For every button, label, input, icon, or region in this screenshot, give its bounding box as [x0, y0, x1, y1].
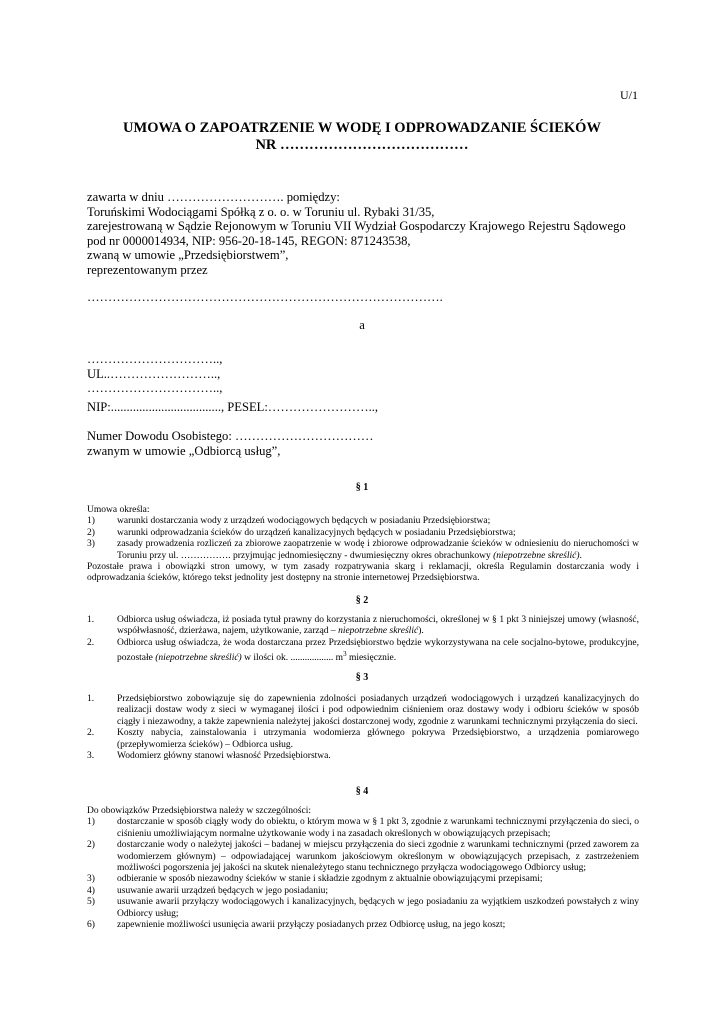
list-num: 6): [87, 920, 95, 931]
list-text: dostarczanie wody o należytej jakości – badanej w miejscu przyłączenia do sieci zgodnie z warunkami technicznymi (przed zaworem za wodomierzem głównym) – odpowiadającej warunkom jakościowym określonym w obowiązujących przepisach, z zastrzeżeniem możliwości pogorszenia jej jakości na skutek nienależytego stanu technicznego przyłącza wodociągowego Odbiorcy usług;: [117, 840, 639, 874]
list-num: 1.: [87, 694, 95, 704]
contract-number: NR …………………………………: [255, 137, 469, 153]
nip-pesel-line: NIP:..................................., PESEL:……………………..,: [87, 400, 379, 414]
list-item: [87, 539, 639, 562]
list-num: 1.: [87, 615, 95, 625]
list-item: [87, 728, 639, 751]
section-4-list: [87, 817, 639, 931]
italic-note: (niepotrzebne skreślić): [493, 550, 580, 561]
list-item: [87, 615, 639, 638]
list-item: [87, 897, 639, 920]
list-num: 3.: [87, 751, 95, 762]
list-item: [87, 874, 639, 885]
page-ref: U/1: [620, 88, 638, 102]
list-tail: w ilości ok. .................. m: [244, 653, 344, 664]
list-num: 2.: [87, 728, 95, 739]
list-num: 3): [87, 539, 95, 550]
id-line: zwanym w umowie „Odbiorcą usług”,: [87, 443, 281, 458]
intro-line: zarejestrowaną w Sądzie Rejonowym w Toruniu VII Wydział Gospodarczy Krajowego Rejestru Sądowego: [87, 219, 626, 234]
party-block: [87, 352, 222, 396]
list-text: usuwanie awarii urządzeń będących w jego posiadaniu;: [117, 885, 329, 896]
party-line: …………………………..,: [87, 352, 223, 366]
list-text: Wodomierz główny stanowi własność Przedsiębiorstwa.: [117, 751, 331, 762]
section-4-lead: Do obowiązków Przedsiębiorstwa należy w szczególności:: [87, 806, 311, 816]
list-tail: .: [579, 550, 582, 561]
list-text: odbieranie w sposób niezawodny ścieków w stanie i składzie zgodnym z aktualnie obowiązującymi przepisami;: [117, 874, 543, 885]
list-text: Odbiorca usług oświadcza, że woda dostarczana przez Przedsiębiorstwo będzie wykorzystywana na cele socjalno-bytowe, produkcyjne, pozostałe: [117, 637, 639, 664]
section-2: [87, 615, 639, 665]
intro-block: [87, 190, 657, 278]
list-item: [87, 817, 639, 840]
list-item: [87, 694, 639, 728]
list-num: 3): [87, 874, 95, 885]
section-2-list: [87, 615, 639, 665]
italic-note: (niepotrzebne skreślić): [155, 653, 242, 664]
intro-line: Toruńskimi Wodociągami Spółką z o. o. w Toruniu ul. Rybaki 31/35,: [87, 204, 435, 219]
section-3-heading: § 3: [355, 672, 369, 683]
list-num: 2): [87, 527, 95, 538]
intro-line: pod nr 0000014934, NIP: 956-20-18-145, REGON: 871243538,: [87, 233, 411, 248]
list-item: [87, 920, 639, 931]
italic-note: niepotrzebne skreślić: [338, 626, 419, 637]
list-text: warunki odprowadzania ścieków do urządzeń kanalizacyjnych będących w posiadaniu Przedsiębiorstwa;: [117, 527, 516, 538]
section-4: [87, 806, 639, 931]
list-num: 1): [87, 817, 95, 828]
list-text: warunki dostarczania wody z urządzeń wodociągowych będących w posiadaniu Przedsiębiorstwa;: [117, 516, 491, 527]
list-num: 2): [87, 840, 95, 851]
section-4-heading: § 4: [355, 786, 369, 797]
section-1-closing: Pozostałe prawa i obowiązki stron umowy, w tym zasady rozpatrywania skarg i reklamacji, określa Regulamin dostarczania wody i odprowadzania ścieków, którego tekst jednolity jest dostępny na stronie internetowej Przedsiębiorstwa.: [87, 562, 639, 584]
list-num: 4): [87, 885, 95, 896]
section-2-heading: § 2: [355, 595, 369, 606]
list-tail-2: miesięcznie.: [348, 653, 397, 664]
list-text: Odbiorca usług oświadcza, iż posiada tytuł prawny do korzystania z nieruchomości, określonej w § 1 pkt 3 niniejszej umowy (własność, współwłasność, dzierżawa, najem, użytkowanie, zarząd –: [117, 615, 639, 637]
intro-line: zawarta w dniu ………………………. pomiędzy:: [87, 190, 340, 204]
page-title: UMOWA O ZAPOATRZENIE W WODĘ I ODPROWADZANIE ŚCIEKÓW: [123, 120, 601, 136]
list-item: [87, 751, 639, 762]
list-item: [87, 516, 639, 527]
list-num: 1): [87, 516, 95, 527]
representative-line: ………………………………………………………………………….: [87, 290, 443, 304]
party-line: UL..……………………..,: [87, 366, 221, 381]
section-1: [87, 505, 639, 585]
list-item: [87, 528, 639, 539]
list-text: Przedsiębiorstwo zobowiązuje się do zapewnienia zdolności posiadanych urządzeń wodociągowych i urządzeń kanalizacyjnych do realizacji dostaw wody z sieci w wymaganej ilości i pod odpowiednim ciśnieniem oraz dostawy wody i odbioru ścieków w sposób ciągły i niezawodny, a także zapewnienia należytej jakości dostarczonej wody, zgodnie z warunkami technicznymi przyłączenia do sieci.: [117, 694, 639, 727]
list-item: [87, 886, 639, 897]
list-num: 5): [87, 897, 95, 908]
list-text: dostarczanie w sposób ciągły wody do obiektu, o którym mowa w § 1 pkt 3, zgodnie z warunkami technicznymi przyłączenia do sieci, o ciśnieniu umożliwiającym normalne użytkowanie wody i na zasadach określonych w obowiązujących przepisach;: [117, 817, 639, 839]
id-line: Numer Dowodu Osobistego: ……………………………: [87, 429, 374, 443]
intro-line: reprezentowanym przez: [87, 262, 208, 277]
party-line: …………………………..,: [87, 381, 223, 396]
id-block: [87, 429, 374, 458]
section-1-heading: § 1: [355, 482, 369, 493]
list-item: [87, 840, 639, 874]
conjunction-a: a: [359, 318, 365, 332]
section-1-lead: Umowa określa:: [87, 505, 150, 515]
list-text: Koszty nabycia, zainstalowania i utrzymania wodomierza głównego pokrywa Przedsiębiorstwo, a urządzenia pomiarowego (przepływomierza ścieków) – Odbiorca usług.: [117, 728, 639, 750]
list-item: [87, 638, 639, 665]
section-3-list: [87, 694, 639, 762]
list-text: usuwanie awarii przyłączy wodociągowych i kanalizacyjnych, będących w jego posiadaniu za wyjątkiem uszkodzeń powstałych z winy Odbiorcy usług;: [117, 897, 639, 919]
section-3: [87, 694, 639, 762]
section-1-list: [87, 516, 639, 562]
list-num: 2.: [87, 637, 95, 648]
list-tail: ).: [418, 626, 424, 637]
list-text: zapewnienie możliwości usunięcia awarii przyłączy posiadanych przez Odbiorcę usług, na jego koszt;: [117, 920, 506, 931]
list-text: zasady prowadzenia rozliczeń za zbiorowe zaopatrzenie w wodę i zbiorowe odprowadzanie ścieków w odniesieniu do nieruchomości w Toruniu przy ul. ……………. przyjmując jednomiesięczny - dwumiesięczny okres obrachunkowy: [117, 539, 639, 561]
intro-line: zwaną w umowie „Przedsiębiorstwem”,: [87, 248, 289, 263]
unit-superscript: 3: [343, 650, 347, 659]
